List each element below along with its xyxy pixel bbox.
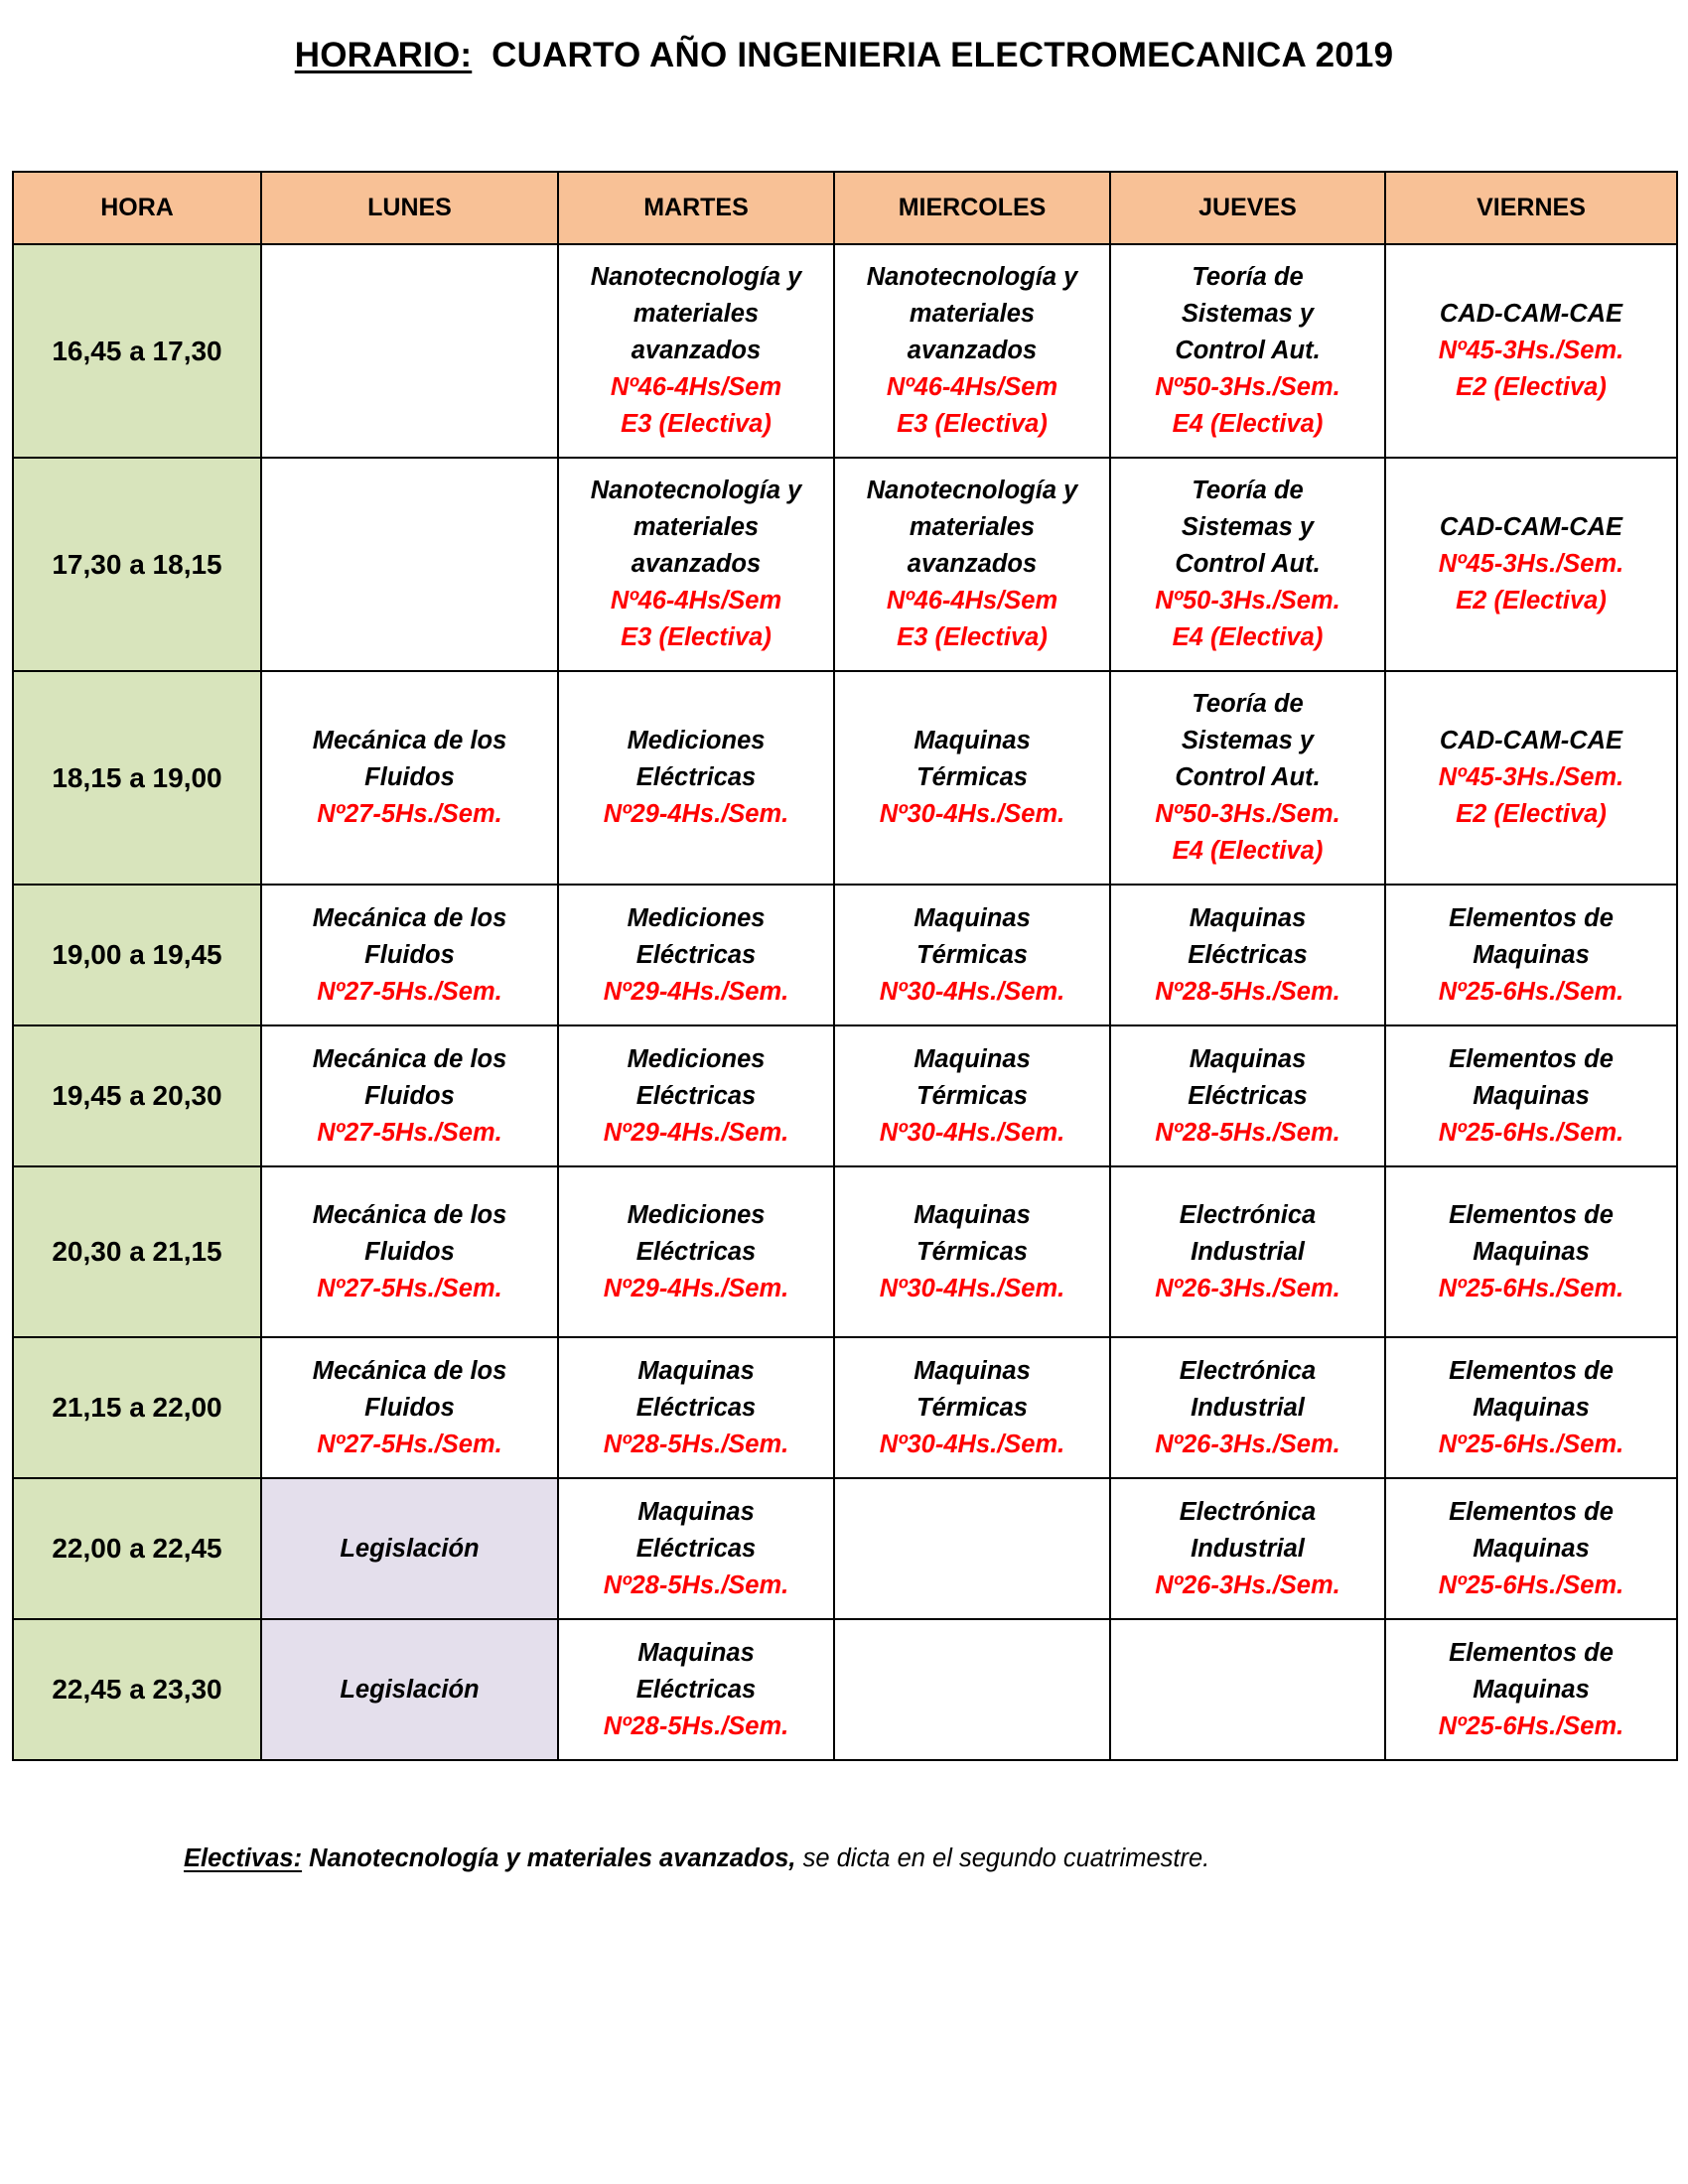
course-code: Nº25-6Hs./Sem. [1438, 1570, 1624, 1599]
course-code: Nº28-5Hs./Sem. [603, 1430, 789, 1458]
course-name: Control Aut. [1175, 550, 1321, 578]
course-code: Nº27-5Hs./Sem. [317, 977, 502, 1006]
course-code: Nº29-4Hs./Sem. [603, 977, 789, 1006]
table-row [13, 885, 1677, 1025]
course-code: Nº27-5Hs./Sem. [317, 1430, 502, 1458]
title-text: CUARTO AÑO INGENIERIA ELECTROMECANICA 2019 [492, 36, 1394, 74]
course-code: Nº27-5Hs./Sem. [317, 1118, 502, 1147]
schedule-cell-viernes [1385, 1619, 1677, 1760]
course-code: Nº28-5Hs./Sem. [603, 1711, 789, 1740]
course-name: CAD-CAM-CAE [1439, 727, 1623, 754]
course-name: Térmicas [916, 1393, 1028, 1422]
schedule-cell-viernes [1385, 1166, 1677, 1337]
time-slot: 16,45 a 17,30 [13, 244, 261, 458]
course-code: Nº29-4Hs./Sem. [603, 1274, 789, 1302]
course-name: Nanotecnología y [590, 477, 802, 504]
course-name: avanzados [631, 337, 762, 364]
course-name: Teoría de [1192, 690, 1304, 718]
course-name: Mecánica de los [312, 903, 507, 932]
schedule-cell-lunes [261, 1337, 558, 1478]
course-name: Fluidos [364, 1237, 455, 1266]
course-name: Fluidos [364, 763, 455, 791]
course-name: Elementos de [1449, 1044, 1614, 1073]
table-row [13, 1619, 1677, 1760]
course-name: Maquinas [1189, 1044, 1307, 1073]
course-name: Nanotecnología y [590, 263, 802, 291]
course-code: E2 (Electiva) [1456, 373, 1607, 401]
course-name: Sistemas y [1181, 300, 1315, 328]
course-name: Maquinas [1473, 940, 1590, 969]
schedule-cell-martes [558, 1337, 834, 1478]
schedule-cell-viernes [1385, 671, 1677, 885]
schedule-cell-lunes [261, 1025, 558, 1166]
course-code: Nº46-4Hs/Sem [886, 373, 1058, 401]
course-name: Eléctricas [635, 763, 757, 791]
schedule-cell-viernes [1385, 244, 1677, 458]
electivas-note [184, 1844, 1209, 1873]
schedule-cell-jueves [1110, 1025, 1385, 1166]
time-slot: 19,00 a 19,45 [13, 885, 261, 1025]
schedule-cell-jueves [1110, 1478, 1385, 1619]
course-code: Nº28-5Hs./Sem. [1155, 977, 1340, 1006]
course-name: Elementos de [1449, 1200, 1614, 1229]
course-code: Nº26-3Hs./Sem. [1155, 1430, 1340, 1458]
course-name: Fluidos [364, 940, 455, 969]
course-name: Mecánica de los [312, 727, 507, 754]
course-name: Mediciones [627, 1044, 766, 1073]
schedule-cell-lunes [261, 458, 558, 671]
course-name: Maquinas [914, 903, 1031, 932]
course-name: Eléctricas [635, 1237, 757, 1266]
course-code: E3 (Electiva) [621, 410, 772, 438]
time-slot: 22,00 a 22,45 [13, 1478, 261, 1619]
schedule-cell-viernes [1385, 458, 1677, 671]
schedule-cell-miercoles [834, 1025, 1110, 1166]
table-row [13, 671, 1677, 885]
course-code: Nº25-6Hs./Sem. [1438, 1430, 1624, 1458]
course-name: Control Aut. [1175, 763, 1321, 791]
table-row [13, 1025, 1677, 1166]
header-martes: MARTES [558, 172, 834, 244]
header-row [13, 172, 1677, 244]
schedule-cell-miercoles [834, 244, 1110, 458]
course-name: Maquinas [1189, 903, 1307, 932]
course-name: Mecánica de los [312, 1356, 507, 1385]
course-code: Nº25-6Hs./Sem. [1438, 1118, 1624, 1147]
header-miercoles: MIERCOLES [834, 172, 1110, 244]
schedule-cell-lunes [261, 1166, 558, 1337]
course-code: Nº29-4Hs./Sem. [603, 800, 789, 828]
time-slot: 22,45 a 23,30 [13, 1619, 261, 1760]
course-name: Mediciones [627, 727, 766, 754]
schedule-cell-martes [558, 458, 834, 671]
course-name: Sistemas y [1181, 727, 1315, 754]
course-name: Maquinas [637, 1638, 755, 1667]
course-name: Maquinas [1473, 1675, 1590, 1704]
course-name: Eléctricas [635, 1081, 757, 1110]
schedule-cell-miercoles [834, 1166, 1110, 1337]
course-code: E4 (Electiva) [1172, 623, 1324, 651]
course-name: Mediciones [627, 1200, 766, 1229]
course-name: Elementos de [1449, 903, 1614, 932]
schedule-cell-martes [558, 671, 834, 885]
schedule-cell-viernes [1385, 1337, 1677, 1478]
course-name: Maquinas [1473, 1081, 1590, 1110]
time-slot: 21,15 a 22,00 [13, 1337, 261, 1478]
course-code: E2 (Electiva) [1456, 800, 1607, 828]
schedule-cell-martes [558, 1619, 834, 1760]
course-name: Elementos de [1449, 1356, 1614, 1385]
course-name: Maquinas [1473, 1393, 1590, 1422]
course-name: Maquinas [1473, 1534, 1590, 1563]
course-name: Eléctricas [635, 1534, 757, 1563]
course-name: Mecánica de los [312, 1200, 507, 1229]
schedule-cell-martes [558, 1478, 834, 1619]
course-code: Nº25-6Hs./Sem. [1438, 977, 1624, 1006]
course-code: Nº45-3Hs./Sem. [1438, 550, 1624, 578]
course-name: Teoría de [1192, 477, 1304, 504]
course-name: Nanotecnología y [866, 263, 1078, 291]
course-code: Nº26-3Hs./Sem. [1155, 1274, 1340, 1302]
course-name: materiales [909, 513, 1036, 541]
course-name: Maquinas [914, 1044, 1031, 1073]
course-code: Nº50-3Hs./Sem. [1155, 587, 1340, 614]
schedule-cell-martes [558, 244, 834, 458]
schedule-cell-viernes [1385, 1478, 1677, 1619]
course-name: Maquinas [914, 1200, 1031, 1229]
course-name: Maquinas [914, 1356, 1031, 1385]
course-name: Maquinas [914, 727, 1031, 754]
course-name: materiales [909, 300, 1036, 328]
table-row [13, 244, 1677, 458]
course-code: Nº27-5Hs./Sem. [317, 800, 502, 828]
schedule-cell-martes [558, 1166, 834, 1337]
course-code: E3 (Electiva) [897, 410, 1048, 438]
schedule-cell-miercoles [834, 671, 1110, 885]
course-name: Sistemas y [1181, 513, 1315, 541]
course-name: Maquinas [1473, 1237, 1590, 1266]
course-name: avanzados [631, 550, 762, 578]
time-slot: 20,30 a 21,15 [13, 1166, 261, 1337]
course-name: Térmicas [916, 763, 1028, 791]
schedule-cell-jueves [1110, 1337, 1385, 1478]
course-code: Nº30-4Hs./Sem. [879, 1118, 1065, 1147]
schedule-cell-jueves [1110, 671, 1385, 885]
schedule-cell-martes [558, 885, 834, 1025]
course-code: Nº26-3Hs./Sem. [1155, 1570, 1340, 1599]
schedule-cell-viernes [1385, 1025, 1677, 1166]
course-name: materiales [633, 300, 760, 328]
course-name: avanzados [907, 550, 1038, 578]
course-code: Nº30-4Hs./Sem. [879, 800, 1065, 828]
time-slot: 19,45 a 20,30 [13, 1025, 261, 1166]
table-row [13, 1478, 1677, 1619]
course-name: Elementos de [1449, 1497, 1614, 1526]
course-code: E2 (Electiva) [1456, 587, 1607, 614]
schedule-table [12, 171, 1678, 1761]
course-name: Eléctricas [1188, 940, 1308, 969]
course-name: Térmicas [916, 1237, 1028, 1266]
course-name: Control Aut. [1175, 337, 1321, 364]
course-name: Electrónica [1179, 1497, 1317, 1526]
schedule-cell-lunes [261, 1619, 558, 1760]
schedule-cell-miercoles [834, 885, 1110, 1025]
schedule-cell-miercoles [834, 1619, 1110, 1760]
course-name: Maquinas [637, 1497, 755, 1526]
course-name: Electrónica [1179, 1356, 1317, 1385]
course-name: Nanotecnología y [866, 477, 1078, 504]
course-name: Elementos de [1449, 1638, 1614, 1667]
course-name: Industrial [1191, 1393, 1305, 1422]
course-code: Nº25-6Hs./Sem. [1438, 1711, 1624, 1740]
note-label: Electivas: [184, 1844, 303, 1872]
schedule-cell-miercoles [834, 1337, 1110, 1478]
schedule-cell-miercoles [834, 1478, 1110, 1619]
schedule-cell-lunes [261, 885, 558, 1025]
course-name: Teoría de [1192, 263, 1304, 291]
course-code: Nº30-4Hs./Sem. [879, 1430, 1065, 1458]
course-code: Nº50-3Hs./Sem. [1155, 373, 1340, 401]
table-row [13, 1337, 1677, 1478]
schedule-body [13, 244, 1677, 1760]
schedule-cell-jueves [1110, 244, 1385, 458]
course-name: CAD-CAM-CAE [1439, 513, 1623, 541]
course-name: Térmicas [916, 1081, 1028, 1110]
note-subject: Nanotecnología y materiales avanzados, [309, 1844, 796, 1872]
course-name: Electrónica [1179, 1200, 1317, 1229]
course-code: Nº30-4Hs./Sem. [879, 1274, 1065, 1302]
course-code: Nº46-4Hs/Sem [610, 587, 782, 614]
course-code: Nº46-4Hs/Sem [886, 587, 1058, 614]
table-row [13, 458, 1677, 671]
time-slot: 18,15 a 19,00 [13, 671, 261, 885]
header-lunes: LUNES [261, 172, 558, 244]
schedule-cell-lunes [261, 1478, 558, 1619]
course-name: avanzados [907, 337, 1038, 364]
course-code: Nº29-4Hs./Sem. [603, 1118, 789, 1147]
course-name: Eléctricas [1188, 1081, 1308, 1110]
course-name: Industrial [1191, 1534, 1305, 1563]
header-jueves: JUEVES [1110, 172, 1385, 244]
course-code: E3 (Electiva) [897, 623, 1048, 651]
note-text: se dicta en el segundo cuatrimestre. [795, 1844, 1210, 1872]
schedule-cell-viernes [1385, 885, 1677, 1025]
title-label: HORARIO: [294, 36, 473, 74]
header-hora: HORA [13, 172, 261, 244]
header-viernes: VIERNES [1385, 172, 1677, 244]
schedule-cell-jueves [1110, 1166, 1385, 1337]
time-slot: 17,30 a 18,15 [13, 458, 261, 671]
course-code: Nº28-5Hs./Sem. [603, 1570, 789, 1599]
schedule-cell-jueves [1110, 458, 1385, 671]
course-name: Fluidos [364, 1081, 455, 1110]
course-code: Nº28-5Hs./Sem. [1155, 1118, 1340, 1147]
course-name: Fluidos [364, 1393, 455, 1422]
course-name: Mecánica de los [312, 1044, 507, 1073]
course-name: Legislación [340, 1675, 480, 1704]
course-name: materiales [633, 513, 760, 541]
course-code: E3 (Electiva) [621, 623, 772, 651]
course-name: Eléctricas [635, 1675, 757, 1704]
course-code: Nº45-3Hs./Sem. [1438, 763, 1624, 791]
course-code: E4 (Electiva) [1172, 410, 1324, 438]
schedule-cell-martes [558, 1025, 834, 1166]
table-row [13, 1166, 1677, 1337]
course-name: Mediciones [627, 903, 766, 932]
page-title [0, 36, 1688, 75]
course-code: Nº45-3Hs./Sem. [1438, 337, 1624, 364]
course-name: CAD-CAM-CAE [1439, 300, 1623, 328]
course-name: Industrial [1191, 1237, 1305, 1266]
schedule-cell-lunes [261, 244, 558, 458]
schedule-cell-jueves [1110, 885, 1385, 1025]
schedule-cell-lunes [261, 671, 558, 885]
schedule-cell-jueves [1110, 1619, 1385, 1760]
course-code: Nº25-6Hs./Sem. [1438, 1274, 1624, 1302]
course-code: Nº46-4Hs/Sem [610, 373, 782, 401]
course-code: Nº50-3Hs./Sem. [1155, 800, 1340, 828]
schedule-cell-miercoles [834, 458, 1110, 671]
course-name: Térmicas [916, 940, 1028, 969]
course-code: Nº27-5Hs./Sem. [317, 1274, 502, 1302]
course-name: Eléctricas [635, 1393, 757, 1422]
course-code: Nº30-4Hs./Sem. [879, 977, 1065, 1006]
course-name: Eléctricas [635, 940, 757, 969]
course-name: Legislación [340, 1534, 480, 1563]
course-name: Maquinas [637, 1356, 755, 1385]
course-code: E4 (Electiva) [1172, 837, 1324, 865]
